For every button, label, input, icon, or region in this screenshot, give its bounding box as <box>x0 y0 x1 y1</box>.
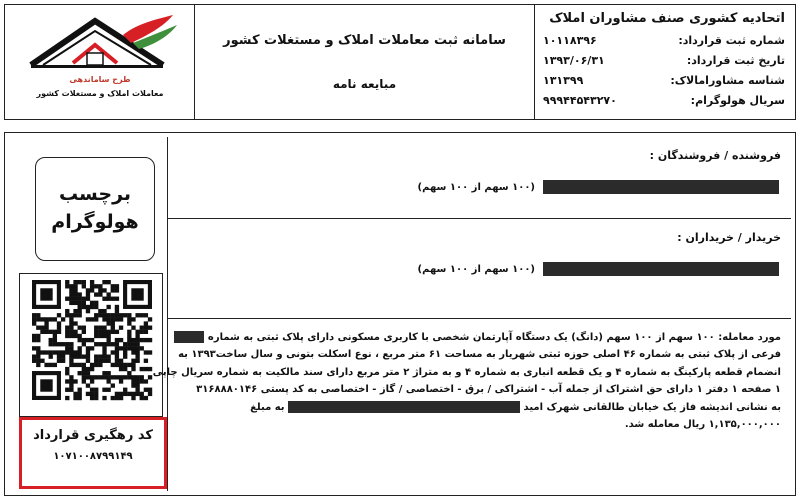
meta-label: شماره ثبت قرارداد: <box>678 34 785 47</box>
union-title: اتحادیه کشوری صنف مشاوران املاک <box>549 11 785 26</box>
transaction-description <box>152 319 791 433</box>
logo-area <box>5 5 195 119</box>
meta-value: ۹۹۹۴۴۵۴۳۲۷۰ <box>543 94 617 107</box>
meta-label: سریال هولوگرام: <box>690 94 785 107</box>
buyer-heading: خریدار / خریداران : <box>677 231 781 244</box>
redacted-address <box>288 401 520 413</box>
description-text: مورد معامله: ۱۰۰ سهم از ۱۰۰ سهم (دانگ) یک دستگاه آپارتمان شخصی با کاربری مسکونی دارای پلاک ثبتی به شماره <box>207 332 781 343</box>
tracking-code-box <box>19 417 167 489</box>
redacted-buyer-name <box>543 262 779 276</box>
meta-value: ۱۳۹۳/۰۶/۳۱ <box>543 54 605 67</box>
description-line <box>180 399 781 416</box>
contract-body <box>4 132 796 496</box>
description-text: به مبلغ <box>250 401 285 413</box>
meta-row-agent-id <box>543 74 785 94</box>
meta-label: شناسه مشاورامالاک: <box>670 74 785 87</box>
meta-label: تاریخ ثبت قرارداد: <box>686 54 785 67</box>
contract-details <box>152 137 791 491</box>
meta-row-hologram-serial <box>543 94 785 114</box>
meta-row-registration-number <box>543 34 785 54</box>
qr-code-icon <box>32 280 152 400</box>
description-line: انضمام قطعه پارکینگ به شماره ۴ و یک قطعه انباری به شماره ۴ و به متراژ ۲ متر مربع دارای سند مالکیت به شماره سریال چاپی <box>152 366 781 378</box>
hologram-label-line2: هولوگرام <box>51 211 139 233</box>
tracking-code-number: ۱۰۷۱۰۰۸۷۹۹۱۴۹ <box>53 451 133 462</box>
meta-value: ۱۰۱۱۸۳۹۶ <box>543 34 597 47</box>
description-text: به نشانی اندیشه فاز یک خیابان طالقانی شهرک امید <box>523 401 781 413</box>
description-line: ۱ صفحه ۱ دفتر ۱ دارای حق اشتراک از جمله آب - اشتراکی / برق - اختصاصی / گاز - اختصاصی به کد پستی ۳۱۶۸۸۸۰۱۴۶ <box>196 384 781 396</box>
description-line: ۱,۱۳۵,۰۰۰,۰۰۰ ریال معامله شد. <box>624 419 781 431</box>
logo-caption-organization: معاملات املاک و مستغلات کشور <box>36 89 164 98</box>
verification-column <box>15 145 167 493</box>
buyer-row <box>418 261 779 277</box>
buyer-share: (۱۰۰ سهم از ۱۰۰ سهم) <box>417 263 535 275</box>
description-line <box>180 329 781 346</box>
system-title: سامانه ثبت معاملات املاک و مستغلات کشور <box>223 33 506 48</box>
buyer-section <box>168 219 791 319</box>
document-type: مبایعه نامه <box>332 77 397 91</box>
meta-row-registration-date <box>543 54 785 74</box>
redacted-plate-number <box>174 331 204 343</box>
redacted-seller-name <box>543 180 779 194</box>
hologram-label-line1: برچسب <box>58 183 132 205</box>
document-header <box>4 4 796 120</box>
seller-row <box>418 179 779 195</box>
header-title-area <box>195 5 535 119</box>
seller-heading: فروشنده / فروشندگان : <box>649 149 781 162</box>
contract-meta-area <box>535 5 795 119</box>
qr-code-frame <box>19 273 163 417</box>
logo-caption-program: طرح ساماندهی <box>69 75 131 84</box>
hologram-sticker-box <box>35 157 155 261</box>
seller-section <box>168 137 791 219</box>
house-roof-logo-icon <box>13 13 183 75</box>
meta-value: ۱۳۱۳۹۹ <box>543 74 584 87</box>
seller-share: (۱۰۰ سهم از ۱۰۰ سهم) <box>417 181 535 193</box>
description-line: فرعی از پلاک ثبتی به شماره ۴۶ اصلی حوزه ثبتی شهریار به مساحت ۶۱ متر مربع ، نوع اسکلت بتونی و سال ساخت۱۳۹۳ به <box>178 349 781 361</box>
tracking-code-label: کد رهگیری قرارداد <box>33 428 153 443</box>
